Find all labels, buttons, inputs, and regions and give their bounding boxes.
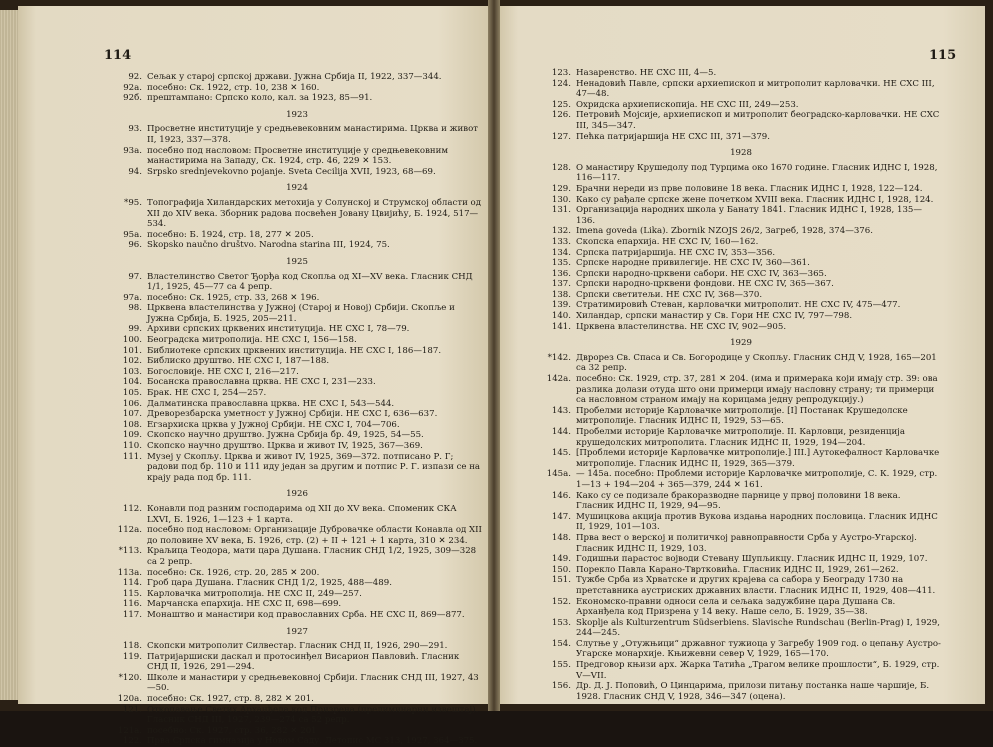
entry-text: Др. Д. Ј. Поповић, О Цинцарима, прилози питању постанка наше чаршије, Б. 1928. Гласник СНД V, 1928, 346—347 (оцена). (576, 681, 930, 702)
entry-number: 133. (551, 236, 571, 247)
entry-text: Марчанска епархија. НЕ СХС II, 698—699. (147, 599, 342, 610)
bibliography-entry (541, 565, 941, 576)
entry-text: Музеј у Скопљу. Црква и живот IV, 1925, 369—372. потписано Р. Г; радови под бр. 110 и 111 иду један за другим и потпис Р. Г. изпази се на крају рада под бр. 111. (147, 451, 481, 483)
entry-number: 132. (551, 226, 571, 237)
bibliography-entry (541, 226, 941, 237)
bibliography-entry (112, 525, 482, 546)
bibliography-entry (112, 673, 482, 694)
entry-number: 128. (551, 162, 571, 173)
bibliography-entry (541, 597, 941, 618)
entry-text: прештампано: Српско коло, кал. за 1923, 85—91. (147, 93, 373, 104)
bibliography-entry (112, 324, 482, 335)
bibliography-entry (112, 705, 482, 726)
bibliography-entry (112, 93, 482, 104)
entry-text: Пећка патријаршија НЕ СХС III, 371—379. (576, 131, 770, 142)
entry-text: О манастиру Крушедолу под Турцима око 1670 године. Гласник ИДНС I, 1928, 116—117. (576, 162, 938, 184)
page-edges (0, 10, 20, 700)
entry-text: Библиотеке српских црквених институција. НЕ СХС I, 186—187. (147, 345, 442, 356)
entry-text: Српски народно-црквени сабори. НЕ СХС IV, 363—365. (576, 268, 827, 279)
bibliography-entry (112, 430, 482, 441)
entry-number: 113а. (117, 567, 142, 578)
entry-text: [Проблеми историје Карловачке митрополије.] III.] Аутокефалност Карловачке митрополије. Гласник ИДНС II, 1929, 365—379. (576, 448, 940, 469)
entry-text: Годишњи парастос војводи Стевану Шупљикцу. Гласник ИДНС II, 1929, 107. (576, 554, 928, 565)
entry-number: *142. (547, 352, 571, 363)
bibliography-entry (541, 512, 941, 533)
bibliography-entry (541, 258, 941, 269)
entry-number: 147. (551, 511, 571, 522)
entry-number: 141. (551, 321, 571, 332)
bibliography-entry (112, 441, 482, 452)
year-heading: 1927 (286, 626, 308, 637)
entry-text: Монаштво и манастири код православних Срба. НЕ СХС II, 869—877. (147, 609, 465, 620)
entry-text: Српска патријаршија. НЕ СХС IV, 353—356. (576, 247, 776, 258)
right-page-number: 115 (929, 48, 957, 63)
entry-text: посебно под насловом: Просветне институције у средњевековним манастирима на Западу, Ск. 1924, стр. 46, 229 ✕ 153. (147, 145, 449, 167)
bibliography-entry (112, 610, 482, 621)
bibliography-entry (112, 420, 482, 431)
bibliography-entry (112, 694, 482, 705)
book-gutter (488, 0, 500, 711)
bibliography-entry (541, 427, 941, 448)
entry-text: Слутње у „Отужњици“ државног тужиоца у Загребу 1909 год. о цепању Аустро-Угарске монархије. Књижевни север V, 1929, 165—170. (576, 638, 941, 660)
bibliography-entry (541, 279, 941, 290)
bibliography-entry (541, 184, 941, 195)
year-heading: 1923 (286, 109, 308, 120)
bibliography-entry (112, 124, 482, 145)
bibliography-entry (541, 205, 941, 226)
bibliography-entry (112, 399, 482, 410)
entry-text: — 145а. посебно: Проблеми историје Карловачке митрополије, С. К. 1929, стр. 1—13 + 194—204 + 365—379, 244 ✕ 161. (576, 469, 938, 490)
entry-text: посебно: Б. 1924, стр. 18, 277 ✕ 205. (147, 229, 314, 240)
bibliography-entry (112, 388, 482, 399)
entry-text: Порекло Павла Карано-Тврткoвића. Гласник ИДНС II, 1929, 261—262. (576, 564, 899, 575)
entry-number: 155. (551, 660, 571, 671)
entry-text: Древорезбарска уметност у Јужној Србији. НЕ СХС I, 636—637. (147, 409, 438, 420)
bibliography-entry (112, 167, 482, 178)
year-heading: 1925 (286, 256, 308, 267)
entry-text: Ненадовић Павле, српски архиепископ и митрополит карловачки. НЕ СХС III, 47—48. (576, 78, 935, 100)
entry-number: 154. (551, 638, 571, 649)
bibliography-entry (112, 356, 482, 367)
entry-text: Skoplje als Kulturzentrum Südserbiens. Slavische Rundschau (Berlin-Prag) I, 1929, 244—245. (576, 617, 941, 639)
entry-text: Краљица Теодора, мати цара Душана. Гласник СНД 1/2, 1925, 309—328 са 2 репр. (147, 546, 477, 567)
entry-number: 156. (551, 681, 571, 692)
bibliography-entry (541, 322, 941, 333)
bibliography-entry (112, 367, 482, 378)
left-page-number: 114 (104, 48, 132, 63)
bibliography-entry (541, 100, 941, 111)
entry-number: 150. (551, 564, 571, 575)
bibliography-entry (112, 641, 482, 652)
entry-text: Гроб цара Душана. Гласник СНД 1/2, 1925, 488—489. (147, 578, 392, 589)
bibliography-entry (112, 72, 482, 83)
bibliography-entry (112, 377, 482, 388)
bibliography-entry (541, 300, 941, 311)
bibliography-entry (112, 452, 482, 484)
entry-number: 151. (551, 575, 571, 586)
entry-text: Пробелми историје Карловачке митрополије. II. Карловци, резиденција крушедолских митрополита. Гласник ИДНС II, 1929, 194—204. (576, 427, 905, 448)
entry-number: 96. (128, 240, 142, 251)
entry-number: 130. (551, 194, 571, 205)
entry-number: 112. (122, 503, 142, 514)
bibliography-entry (541, 448, 941, 469)
bibliography-entry (541, 618, 941, 639)
entry-number: 111. (122, 451, 142, 462)
entry-text: Архиви српских црквених институција. НЕ СХС I, 78—79. (147, 324, 410, 335)
entry-number: *120. (118, 672, 142, 683)
entry-text: Петровић Мојсије, архиепископ и митрополит београдско-карловачки. НЕ СХС III, 345—347. (576, 110, 940, 131)
entry-number: 152. (551, 596, 571, 607)
bibliography-entry (112, 303, 482, 324)
entry-text: Брак. НЕ СХС I, 254—257. (147, 388, 267, 399)
entry-number: 93. (128, 124, 142, 135)
bibliography-entry (541, 290, 941, 301)
bibliography-entry (541, 237, 941, 248)
bibliography-entry (541, 681, 941, 702)
entry-text: Охридска архиепископија. НЕ СХС III, 249—253. (576, 99, 799, 110)
entry-number: 97а. (123, 292, 142, 303)
entry-number: 92а. (123, 82, 142, 93)
entry-text: Библиско друштво. НЕ СХС I, 187—188. (147, 356, 330, 367)
entry-number: 136. (551, 268, 571, 279)
entry-number: 139. (551, 300, 571, 311)
bibliography-entry (541, 163, 941, 184)
entry-text: Српски светитељи. НЕ СХС IV, 368—370. (576, 289, 763, 300)
entry-text: Како су рађале српске жене почетком XVIII века. Гласник ИДНС I, 1928, 124. (576, 194, 934, 205)
entry-number: 121. (122, 704, 142, 715)
bibliography-entry (112, 578, 482, 589)
entry-text: Црквена властелинства. НЕ СХС IV, 902—905. (576, 321, 787, 332)
bibliography-entry (541, 469, 941, 490)
entry-number: 102. (122, 356, 142, 367)
entry-number: 121а. (117, 725, 142, 736)
entry-text: Скопско научно друштво. Црква и живот IV, 1925, 367—369. (147, 441, 423, 451)
entry-number: 116. (122, 599, 142, 610)
entry-text: Конавли под разним господарима од XII до XV века. Споменик СКА LXVI, Б. 1926, 1—123 + 1 карта. (147, 503, 457, 525)
entry-text: Скопски митрополит Силвестар. Гласник СНД II, 1926, 290—291. (147, 641, 448, 652)
entry-number: 97. (128, 271, 142, 282)
entry-number: 99. (128, 324, 142, 335)
entry-number: 142а. (546, 374, 571, 385)
bibliography-entry (541, 533, 941, 554)
entry-text: Хиландар, српски манастир у Св. Гори НЕ СХС IV, 797—798. (576, 311, 853, 322)
bibliography-entry (541, 406, 941, 427)
entry-text: посебно: Ск. 1926, стр. 20, 285 ✕ 200. (147, 567, 320, 578)
entry-number: 108. (122, 419, 142, 430)
entry-text: Сељак у старој српској држави. Јужна Србија II, 1922, 337—344. (147, 72, 442, 82)
entry-number: 101. (122, 345, 142, 356)
entry-number: 105. (122, 388, 142, 399)
entry-number: 118. (122, 641, 142, 652)
entry-text: Топографија Хиландарских метохија у Солунској и Струмској области од XII до XIV века. Зборник радова посвећен Јовану Цвијићу, Б. 1924, 517—534. (147, 197, 482, 230)
entry-text: Дврорез Св. Спаса и Св. Богородице у Скопљу. Гласник СНД V, 1928, 165—201 са 32 репр. (576, 352, 937, 374)
entry-number: 112а. (117, 525, 142, 536)
entry-text: Тужбе Срба из Хрватске и других крајева са сабора у Београду 1730 на претставника аустриских државних власти. Гласник ИДНС II, 1929, 408—411. (576, 575, 936, 596)
entry-number: 126. (551, 110, 571, 121)
entry-number: 92. (128, 72, 142, 82)
entry-text: Назаренство. НЕ СХС III, 4—5. (576, 68, 717, 78)
entry-number: 110. (122, 441, 142, 451)
entry-number: 144. (551, 427, 571, 437)
bibliography-entry (112, 589, 482, 600)
entry-number: 145. (551, 448, 571, 459)
entry-number: 92б. (123, 93, 142, 104)
year-heading: 1929 (730, 338, 752, 349)
entry-text: Srpsko srednjevekovno pojanje. Sveta Cecilija XVII, 1923, 68—69. (147, 166, 436, 177)
bibliography-entry (541, 575, 941, 596)
entry-text: посебно: Ск. 1929, стр. 37, 281 ✕ 204. (има и примерака који имају стр. 39: ова разлика долази отуда што они примерци имају насловну страну; ти примерци са насловном страном имају на корицама једну репродукцију.) (576, 374, 938, 406)
entry-number: *113. (118, 546, 142, 557)
entry-number: 127. (551, 131, 571, 142)
entry-text: посебно: Ск. 1927, стр. 36, 282 ✕ 201 (147, 725, 317, 736)
bibliography-entry (541, 353, 941, 374)
bibliography-entry (541, 110, 941, 131)
entry-number: 107. (122, 409, 142, 420)
entry-number: 104. (122, 377, 142, 388)
entry-text: Српски народно-црквени фондови. НЕ СХС IV, 365—367. (576, 279, 834, 290)
entry-number: 103. (122, 366, 142, 377)
right-page (493, 6, 985, 704)
entry-text: Босанска православна црква. НЕ СХС I, 231—233. (147, 377, 376, 388)
entry-text: посебно под насловом: Организације Дубровачке области Конавла од XII до половине XV века, Б. 1926, стр. (2) + II + 121 + 1 карта, 310 ✕ 234. (147, 525, 482, 546)
year-heading: 1928 (730, 148, 752, 159)
left-bibliography-column (112, 72, 482, 747)
entry-number: 119. (122, 651, 142, 662)
entry-text: Како су се подизале бракоразводне парнице у првој половини 18 века. Гласник ИДНС II, 1929, 94—95. (576, 490, 901, 512)
entry-number: 143. (551, 405, 571, 416)
entry-text: посебно: Ск. 1927, стр. 8, 282 ✕ 201. (147, 694, 314, 705)
bibliography-entry (112, 736, 482, 747)
entry-number: 135. (551, 258, 571, 269)
bibliography-entry (112, 346, 482, 357)
entry-number: 120а. (117, 694, 142, 705)
entry-text: Егзархиска црква у Јужној Србији. НЕ СХС I, 704—706. (147, 419, 400, 430)
entry-number: 153. (551, 617, 571, 628)
bibliography-entry (541, 660, 941, 681)
bibliography-entry (112, 240, 482, 251)
entry-number: 98. (128, 303, 142, 314)
bibliography-entry (112, 335, 482, 346)
entry-number: 148. (551, 532, 571, 543)
entry-number: 100. (122, 335, 142, 346)
entry-number: 129. (551, 183, 571, 194)
entry-number: 137. (551, 279, 571, 290)
bibliography-entry (112, 146, 482, 167)
entry-text: Прва Српска гимназија у Новом Саду. Летопис МС 313, 1927, 364—375. (147, 736, 478, 747)
entry-text: Брачни нереди из прве половине 18 века. Гласник ИДНС I, 1928, 122—124. (576, 183, 923, 194)
bibliography-entry (541, 68, 941, 79)
left-page (18, 6, 493, 747)
entry-number: 109. (122, 430, 142, 441)
entry-text: посебно: Ск. 1925, стр. 33, 268 ✕ 196. (147, 292, 320, 303)
bibliography-entry (112, 83, 482, 94)
bibliography-entry (112, 293, 482, 304)
entry-text: Skopsko naučno društvo. Narodna starina III, 1924, 75. (147, 240, 390, 251)
bibliography-entry (541, 311, 941, 322)
year-heading: 1926 (286, 489, 308, 500)
bibliography-entry (112, 546, 482, 567)
entry-number: 95а. (123, 229, 142, 240)
entry-text: Скопско научно друштво. Јужна Србија бр. 49, 1925, 54—55. (147, 430, 424, 441)
entry-number: 124. (551, 78, 571, 89)
right-bibliography-column (541, 68, 941, 702)
entry-text: Школе и манастири у средњевековној Србији. Гласник СНД III, 1927, 43—50. (147, 672, 479, 694)
bibliography-entry (541, 248, 941, 259)
entry-text: посебно: Ск. 1922, стр. 10, 238 ✕ 160. (147, 82, 320, 93)
entry-number: 115. (122, 588, 142, 599)
entry-number: 146. (551, 490, 571, 501)
bibliography-entry (112, 568, 482, 579)
entry-text: Патријаршиски даскал и протосинђел Висарион Павловић. Гласник СНД II, 1926, 291—294. (147, 651, 460, 673)
entry-number: 94. (128, 166, 142, 177)
entry-number: 125. (551, 99, 571, 110)
entry-text: Откопавање Светих Арханђела код Призрена (прелиминарни извештај). Гласник СНД III, 1927, 239—274 са 52 репр. (147, 704, 479, 726)
entry-text: Пробелми историје Карловачке митрополије. [I] Постанак Крушедолске митрополије. Гласник ИДНС II, 1929, 53—65. (576, 405, 908, 427)
entry-text: Економско-правни односи села и сељака задужбине цара Душана Св. Арханђела код Призрена у 14 веку. Наше село, Б. 1929, 35—38. (576, 596, 896, 618)
entry-text: Београдска митрополија. НЕ СХС I, 156—158. (147, 335, 357, 346)
entry-text: Богословије. НЕ СХС I, 216—217. (147, 366, 299, 377)
entry-text: Предговор књизи арх. Жарка Татића „Трагом велике прошлости“, Б. 1929, стр. V—VII. (576, 660, 940, 681)
bibliography-entry (112, 272, 482, 293)
bibliography-entry (112, 409, 482, 420)
entry-number: 145а. (546, 469, 571, 480)
bibliography-entry (112, 504, 482, 525)
entry-text: Мушицкова акција против Вукова издања народних пословица. Гласник ИДНС II, 1929, 101—103. (576, 511, 938, 533)
bibliography-entry (112, 726, 482, 737)
entry-text: Стратимировић Стеван, карловачки митрополит. НЕ СХС IV, 475—477. (576, 300, 901, 311)
entry-number: 106. (122, 398, 142, 409)
entry-number: 134. (551, 247, 571, 258)
entry-number: 131. (551, 205, 571, 216)
entry-text: Организација народних школа у Банату 1841. Гласник ИДНС I, 1928, 135—136. (576, 205, 922, 226)
year-heading: 1924 (286, 183, 308, 194)
entry-text: Црквена властелинства у Јужној (Старој и Новој) Србији. Скопље и Јужна Србија, Б. 1925, 205—211. (147, 303, 455, 324)
entry-number: 149. (551, 554, 571, 565)
entry-number: *95. (124, 197, 142, 208)
entry-number: 122. (122, 736, 142, 747)
entry-text: Српске народне привилегије. НЕ СХС IV, 360—361. (576, 258, 810, 269)
entry-number: 140. (551, 311, 571, 322)
entry-number: 114. (122, 578, 142, 589)
entry-number: 123. (551, 68, 571, 78)
entry-text: Imena goveda (Lika). Zbornik NZOJS 26/2, Загреб, 1928, 374—376. (576, 226, 873, 237)
bibliography-entry (541, 79, 941, 100)
bibliography-entry (112, 599, 482, 610)
entry-number: 117. (122, 609, 142, 620)
bibliography-entry (541, 132, 941, 143)
entry-text: Карловачка митрополија. НЕ СХС II, 249—257. (147, 588, 362, 599)
entry-text: Прва вест о верској и политичкој равноправности Срба у Аустро-Угарској. Гласник ИДНС II, 1929, 103. (576, 532, 917, 554)
bibliography-entry (112, 230, 482, 241)
bibliography-entry (541, 639, 941, 660)
bibliography-entry (541, 554, 941, 565)
entry-number: 93а. (123, 145, 142, 156)
bibliography-entry (112, 198, 482, 230)
bibliography-entry (541, 491, 941, 512)
entry-text: Властелинство Светог Ђорђа код Скопља од XI—XV века. Гласник СНД 1/1, 1925, 45—77 са 4 репр. (147, 271, 473, 293)
entry-text: Просветне институције у средњевековним манастирима. Црква и живот II, 1923, 337—378. (147, 124, 479, 145)
bibliography-entry (112, 652, 482, 673)
entry-text: Далматинска православна црква. НЕ СХС I, 543—544. (147, 398, 395, 409)
bibliography-entry (541, 269, 941, 280)
entry-text: Скопска епархија. НЕ СХС IV, 160—162. (576, 236, 759, 247)
entry-number: 138. (551, 289, 571, 300)
bibliography-entry (541, 374, 941, 406)
bibliography-entry (541, 195, 941, 206)
